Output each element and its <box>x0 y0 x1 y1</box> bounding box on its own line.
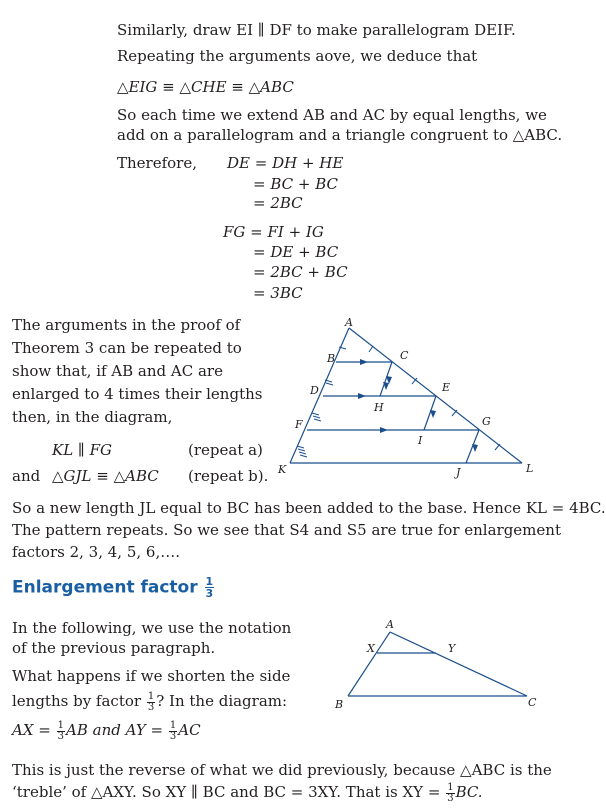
equation-line: = 3BC <box>253 284 303 302</box>
equation-line: DE = DH + HE <box>227 154 344 172</box>
relation-statement: KL ∥ FG <box>52 441 113 459</box>
text-line: add on a parallelogram and a triangle congruent to △ABC. <box>117 126 563 144</box>
section-heading-text: Enlargement factor <box>12 577 198 598</box>
text-line: So a new length JL equal to BC has been added to the base. Hence KL = 4BC. <box>12 499 606 517</box>
fraction-denominator: 3 <box>447 792 454 804</box>
text-span: AX = <box>12 721 51 739</box>
fraction-numerator: 1 <box>57 719 65 731</box>
therefore-label: Therefore, <box>117 154 197 172</box>
label-y: Y <box>448 642 456 655</box>
label-c: C <box>528 696 537 709</box>
text-line <box>12 691 287 713</box>
text-line: Similarly, draw EI ∥ DF to make parallelogram DEIF. <box>117 21 516 39</box>
equation-line: = 2BC <box>253 194 303 212</box>
relation-note: (repeat b). <box>188 467 269 485</box>
label-e: E <box>442 381 451 394</box>
text-line: This is just the reverse of what we did previously, because △ABC is the <box>12 761 552 779</box>
fraction-denominator: 3 <box>205 587 214 600</box>
fraction <box>446 783 454 804</box>
equation-line: = DE + BC <box>253 243 339 261</box>
reduction-diagram <box>330 615 539 715</box>
label-x: X <box>367 642 375 655</box>
label-h: H <box>374 401 384 414</box>
fraction-denominator: 3 <box>169 730 177 742</box>
fraction-numerator: 1 <box>147 690 155 702</box>
fraction-numerator: 1 <box>169 719 177 731</box>
text-line: In the following, we use the notation <box>12 619 292 637</box>
text-line <box>12 782 483 804</box>
label-d: D <box>310 384 319 397</box>
congruence-statement: △EIG ≡ △CHE ≡ △ABC <box>117 78 294 96</box>
label-l: L <box>526 462 534 475</box>
equation-line: = BC + BC <box>253 175 338 193</box>
equation-line: = 2BC + BC <box>253 263 348 281</box>
fraction <box>57 721 65 742</box>
text-span: BC. <box>455 783 483 801</box>
enlargement-diagram <box>270 312 539 482</box>
text-line: The pattern repeats. So we see that S4 and S5 are true for enlargement <box>12 521 561 539</box>
text-line: Repeating the arguments aove, we deduce that <box>117 47 478 65</box>
and-label: and <box>12 467 41 485</box>
fraction-numerator: 1 <box>447 781 454 793</box>
fraction <box>169 721 177 742</box>
label-j: J <box>456 466 461 479</box>
label-g: G <box>482 415 491 428</box>
text-line: The arguments in the proof of <box>12 316 241 334</box>
text-span: ‘treble’ of △AXY. So XY ∥ BC and BC = 3XY. That is XY = <box>12 783 441 801</box>
relation-note: (repeat a) <box>188 441 263 459</box>
text-line: enlarged to 4 times their lengths <box>12 385 263 403</box>
label-a: A <box>345 316 353 329</box>
text-span: lengths by factor <box>12 692 142 710</box>
heading-fraction <box>205 576 215 599</box>
text-line: factors 2, 3, 4, 5, 6,…. <box>12 543 180 561</box>
text-line: What happens if we shorten the side <box>12 667 291 685</box>
label-b: B <box>327 352 336 365</box>
label-c: C <box>400 349 409 362</box>
line-ac <box>390 632 527 696</box>
label-b: B <box>335 698 344 711</box>
text-line: Theorem 3 can be repeated to <box>12 339 242 357</box>
text-line: So each time we extend AB and AC by equal lengths, we <box>117 106 547 124</box>
fraction-numerator: 1 <box>205 575 214 588</box>
text-line: then, in the diagram, <box>12 408 173 426</box>
label-i: I <box>418 434 423 447</box>
section-heading <box>12 576 215 599</box>
text-span: AC <box>178 721 201 739</box>
label-f: F <box>295 418 303 431</box>
text-span: ? In the diagram: <box>156 692 288 710</box>
label-a: A <box>386 618 394 631</box>
fraction-denominator: 3 <box>57 730 65 742</box>
fraction-denominator: 3 <box>147 701 155 713</box>
equation-line: FG = FI + IG <box>223 223 324 241</box>
text-line: show that, if AB and AC are <box>12 362 223 380</box>
text-span: AB and AY = <box>66 721 164 739</box>
fraction <box>147 692 155 713</box>
relation-statement: △GJL ≡ △ABC <box>52 467 159 485</box>
label-k: K <box>278 463 287 476</box>
text-line: of the previous paragraph. <box>12 639 216 657</box>
text-line <box>12 720 201 742</box>
